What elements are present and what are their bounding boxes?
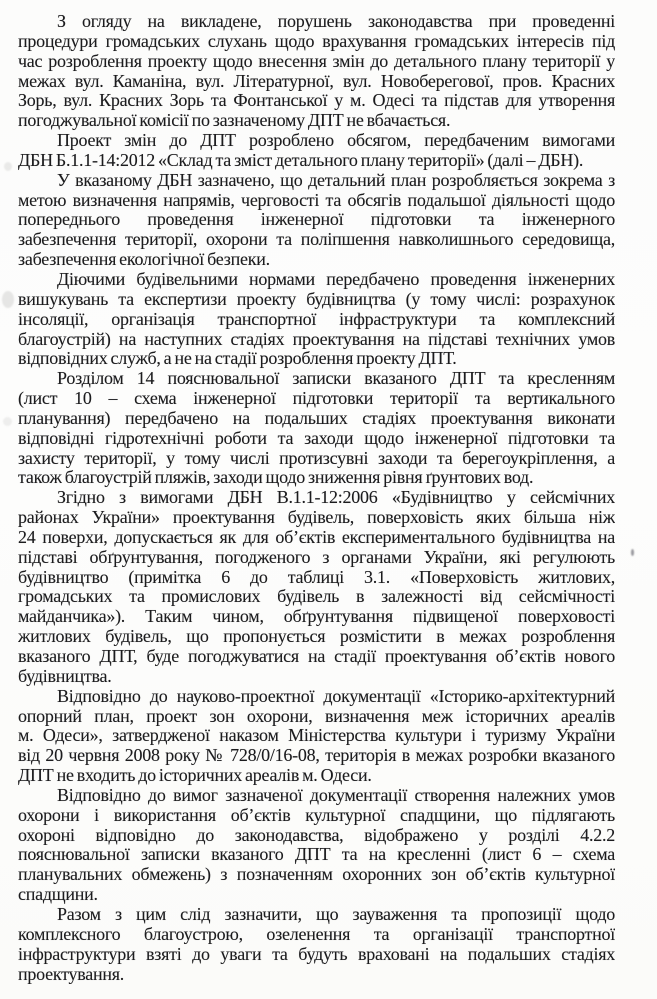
paragraph [18,488,615,686]
text-line: Згідно з вимогами ДБН В.1.1-12:2006 «Будівництво у сейсмічних [57,488,615,508]
text-line: У вказаному ДБН зазначено, що детальний план розробляється зокрема з [57,170,615,190]
text-line: Зорь, вул. Красних Зорь та Фонтанської у м. Одесі та підстав для утворення [18,91,615,111]
text-line: Відповідно до науково-проектної документації «Історико-архітектурний [57,686,615,706]
text-line: ДБН Б.1.1-14:2012 «Склад та зміст детального плану території» (далі – ДБН). [18,150,584,170]
text-line: планувальних обмежень) з позначенням охоронних зон об’єктів культурної [18,865,615,885]
text-line: забезпечення екологічної безпеки. [18,250,270,270]
text-line: охорони і використання об’єктів культурної спадщини, що підлягають [18,805,615,825]
text-line: (лист 10 – схема інженерної підготовки території та вертикального [18,389,615,409]
text-line: громадських та промислових будівель в залежності від сейсмічності [18,587,615,607]
text-line: ДПТ не входить до історичних ареалів м. Одеси. [18,766,372,786]
text-line: інсоляції, організація транспортної інфраструктури та комплексний [18,309,615,329]
text-line: будівництво (примітка 6 до таблиці 3.1. «Поверховість житлових, [18,567,615,587]
text-line: межах вул. Каманіна, вул. Літературної, вул. Новоберегової, пров. Красних [18,71,615,91]
scan-smudge [2,291,14,308]
text-line: час розроблення проекту щодо внесення змін до детального плану території у [18,51,615,71]
text-line: м. Одеси», затвердженої наказом Міністерства культури і туризму України [18,726,615,746]
text-line: комплексного благоустрою, озеленення та організації транспортної [18,924,615,944]
text-line: пояснювальної записки вказаного ДПТ та на кресленні (лист 6 – схема [18,845,615,865]
text-line: попереднього проведення інженерної підготовки та інженерного [18,210,615,230]
paragraph [18,131,615,171]
text-line: підставі обґрунтування, погодженого з органами України, які регулюють [18,547,615,567]
document-body [18,12,615,984]
text-line: благоустрій) на наступних стадіях проектування на підставі технічних умов [18,329,615,349]
text-line: 24 поверхи, допускається як для об’єктів експериментального будівництва на [18,527,615,547]
text-line: забезпечення території, охорони та поліпшення навколишнього середовища, [18,230,615,250]
text-line: відповідних служб, а не на стадії розроблення проекту ДПТ. [18,349,457,369]
text-line: вишукувань та експертизи проекту будівництва (у тому числі: розрахунок [18,289,615,309]
text-line: Відповідно до вимог зазначеної документації створення належних умов [57,785,615,805]
text-line: інфраструктури взяті до уваги та будуть враховані на подальших стадіях [18,944,615,964]
text-line: спадщини. [18,885,98,905]
paragraph [18,369,615,488]
text-line: відповідні гідротехнічні роботи та заходи щодо інженерної підготовки та [18,428,615,448]
text-line: проектування. [18,964,125,984]
text-line: охороні відповідно до законодавства, відображено у розділі 4.2.2 [18,825,615,845]
text-line: планування) передбачено на подальших стадіях проектування виконати [18,408,615,428]
text-line: районах України» проектування будівель, поверховість яких більша ніж [18,508,615,528]
text-line: Проект змін до ДПТ розроблено обсягом, передбаченим вимогами [57,131,615,151]
text-line: погоджувальної комісії по зазначеному ДПТ не вбачається. [18,111,451,131]
paragraph [18,786,615,905]
text-line: захисту території, у тому числі протизсувні заходи та берегоукріплення, а [18,448,615,468]
scan-smudge [4,162,12,171]
ink-fleck [631,549,634,556]
paragraph [18,171,615,270]
text-line: Разом з цим слід зазначити, що зауваження та пропозиції щодо [57,904,615,924]
text-line: метою визначення напрямів, черговості та обсягів подальшої діяльності щодо [18,190,615,210]
text-line: житлових будівель, що пропонується розмістити в межах розроблення [18,627,615,647]
scan-smudge [3,417,12,426]
text-line: З огляду на викладене, порушень законодавства при проведенні [57,12,615,31]
text-line: також благоустрій пляжів, заходи щодо зниження рівня ґрунтових вод. [18,468,534,488]
text-line: майданчика»). Таким чином, обґрунтування підвищеної поверховості [18,607,615,627]
text-line: вказаного ДПТ, буде погоджуватися на стадії проектування об’єктів нового [18,647,615,666]
paragraph [18,687,615,786]
text-line: від 20 червня 2008 року № 728/0/16-08, територія в межах розробки вказаного [18,746,615,766]
paragraph [18,905,615,984]
text-line: опорний план, проект зон охорони, визначення меж історичних ареалів [18,706,615,726]
text-line: Діючими будівельними нормами передбачено проведення інженерних [57,269,615,289]
text-line: будівництва. [18,666,112,686]
text-line: процедури громадських слухань щодо врахування громадських інтересів під [18,31,615,51]
paragraph [18,12,615,131]
paragraph [18,270,615,369]
text-line: Розділом 14 пояснювальної записки вказаного ДПТ та кресленням [57,369,615,389]
